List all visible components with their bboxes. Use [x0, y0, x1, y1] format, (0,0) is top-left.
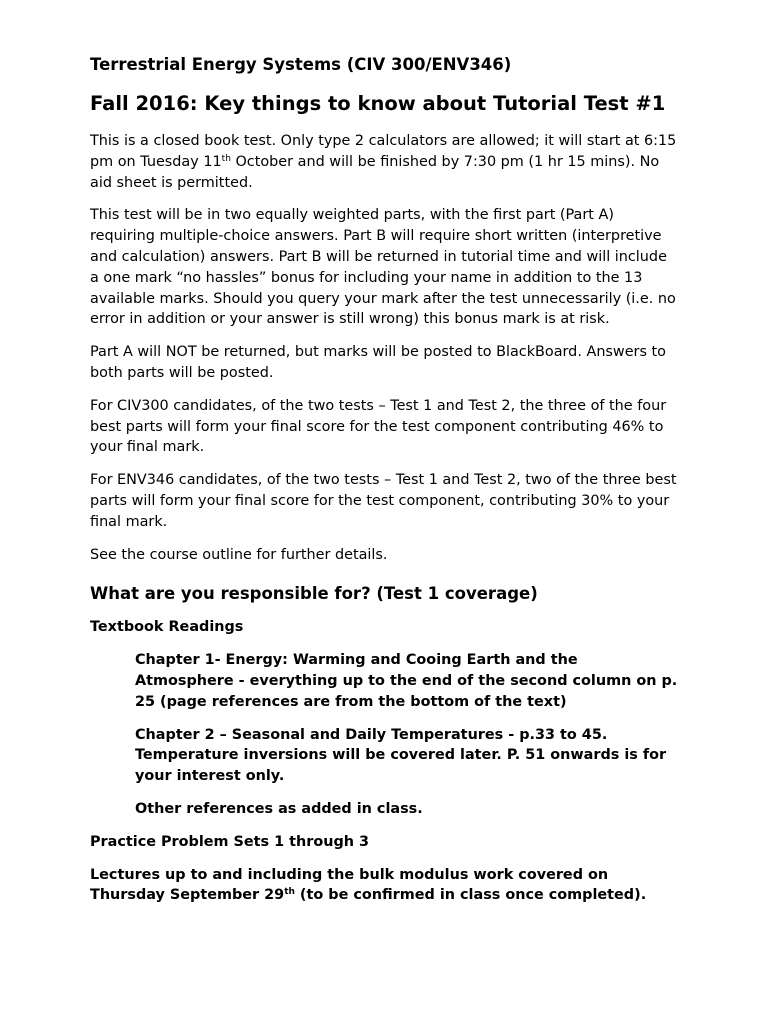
paragraph-text: October and will be finished by 7:30 pm (1 hr 15 mins). No aid sheet is permitted.	[90, 153, 660, 191]
paragraph-text: This is a closed book test. Only type 2 calculators are allowed; it will start at 6:15 pm on Tuesday 11	[90, 133, 677, 170]
lectures-text: (to be confirmed in class once completed).	[294, 887, 647, 904]
document-title: Fall 2016: Key things to know about Tutorial Test #1	[90, 92, 666, 115]
practice-problems: Practice Problem Sets 1 through 3	[90, 833, 370, 850]
other-references: Other references as added in class.	[135, 800, 423, 817]
paragraph-test-format	[90, 131, 680, 193]
paragraph-part-a: Part A will NOT be returned, but marks will be posted to BlackBoard. Answers to both parts will be posted.	[90, 344, 666, 381]
superscript: th	[221, 153, 231, 164]
paragraph-env346: For ENV346 candidates, of the two tests – Test 1 and Test 2, two of the three best parts will form your final score for the test component, contributing 30% to your final mark.	[90, 472, 677, 530]
lectures-coverage	[90, 865, 680, 907]
section-heading-coverage: What are you responsible for? (Test 1 coverage)	[90, 584, 538, 604]
document-page	[90, 54, 680, 918]
chapter-1-reading: Chapter 1- Energy: Warming and Cooing Earth and the Atmosphere - everything up to the end of the second column on p. 25 (page references are from the bottom of the text)	[135, 652, 678, 710]
course-title: Terrestrial Energy Systems (CIV 300/ENV346)	[90, 55, 512, 74]
paragraph-civ300: For CIV300 candidates, of the two tests – Test 1 and Test 2, the three of the four best parts will form your final score for the test component contributing 46% to your final mark.	[90, 397, 667, 456]
paragraph-test-parts: This test will be in two equally weighted parts, with the first part (Part A) requiring multiple-choice answers. Part B will require short written (interpretive and calculation) answers. Part B will be returned in tutorial time and will include a one mark “no hassles” bonus for including your name in addition to the 13 available marks. Should you query your mark after the test unnecessarily (i.e. no error in addition or your answer is still wrong) this bonus mark is at risk.	[90, 207, 676, 328]
superscript: th	[284, 887, 295, 898]
lectures-text: Lectures up to and including the bulk modulus work covered on Thursday September 29	[90, 866, 609, 904]
chapter-2-reading: Chapter 2 – Seasonal and Daily Temperatures - p.33 to 45. Temperature inversions will be covered later. P. 51 onwards is for your interest only.	[135, 726, 667, 785]
textbook-readings-heading: Textbook Readings	[90, 619, 244, 636]
paragraph-course-outline: See the course outline for further details.	[90, 546, 388, 563]
